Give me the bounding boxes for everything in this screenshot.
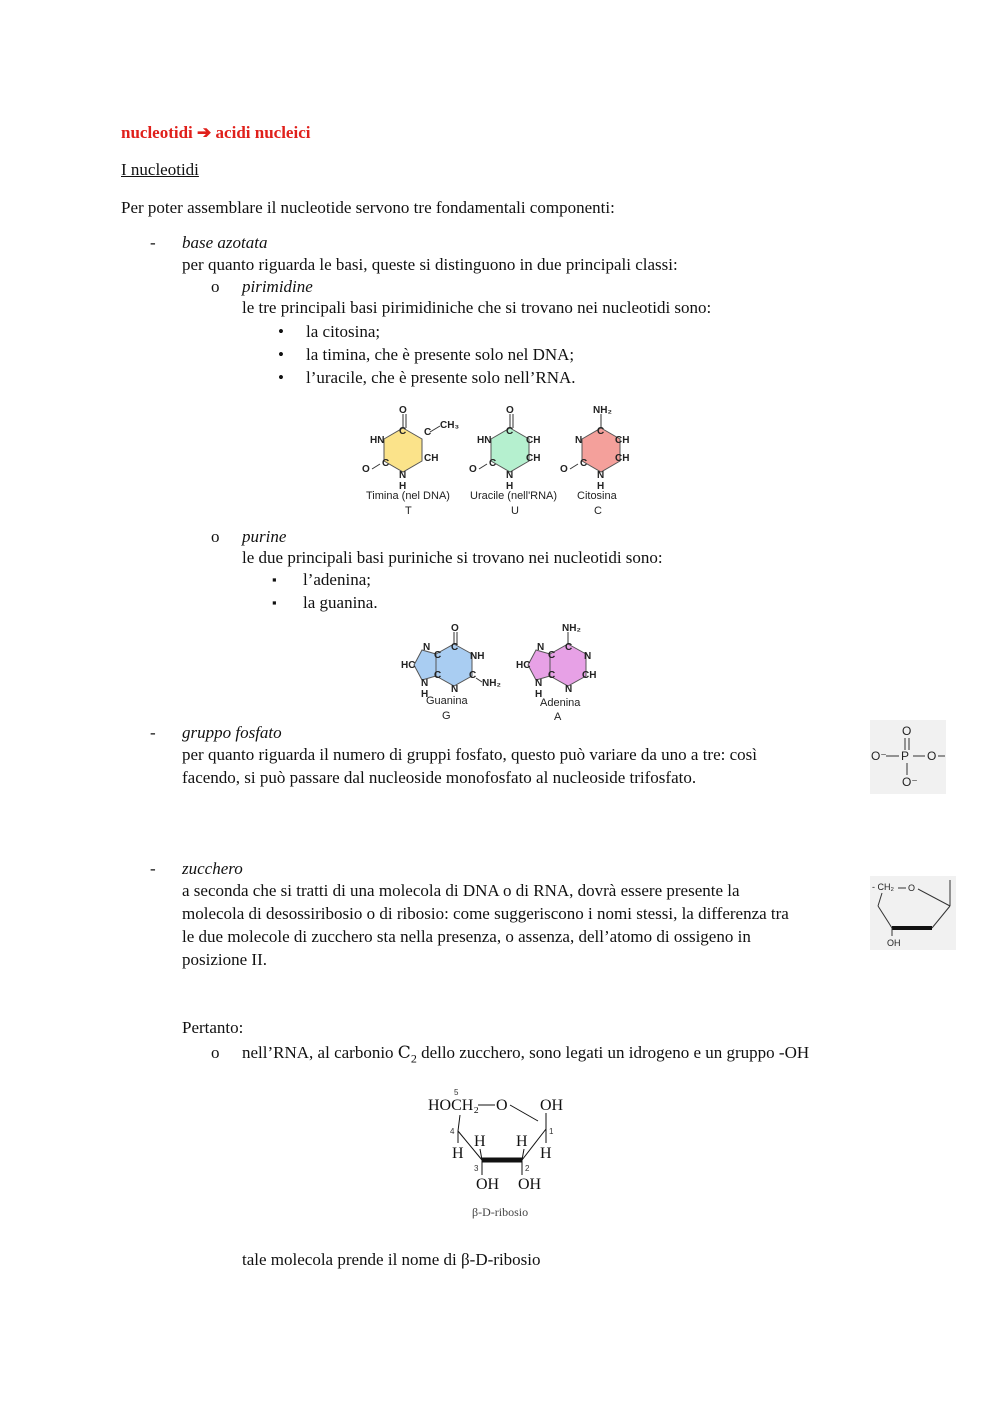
adenine-letter: A: [554, 711, 562, 723]
svg-text:O: O: [362, 464, 370, 475]
svg-text:- CH₂: - CH₂: [872, 882, 894, 892]
svg-text:CH: CH: [526, 435, 541, 446]
svg-text:C: C: [434, 670, 442, 681]
rna-point-text: dello zucchero, sono legati un idrogeno e un gruppo -OH: [416, 1043, 810, 1062]
svg-text:C: C: [489, 458, 497, 469]
pyrimidines-title: pirimidine: [242, 277, 313, 296]
guanine-structure: [401, 623, 501, 722]
svg-text:NH₂: NH₂: [593, 405, 612, 416]
svg-text:H: H: [474, 1133, 486, 1150]
square-bullet: ▪: [272, 595, 277, 610]
cytosine-label: Citosina: [577, 490, 617, 502]
thymine-label: Timina (nel DNA): [366, 490, 450, 502]
svg-text:NH: NH: [470, 651, 485, 662]
ribose-caption: β-D-ribosio: [472, 1205, 529, 1219]
svg-text:N: N: [399, 470, 407, 481]
deoxyribose-figure: [870, 876, 956, 950]
purines-description: le due principali basi puriniche si trovano nei nucleotidi sono:: [242, 548, 663, 567]
list-item: l’uracile, che è presente solo nell’RNA.: [306, 368, 576, 387]
purines-title: purine: [242, 527, 287, 546]
dash-bullet: -: [150, 233, 156, 252]
svg-text:HOCH₂: HOCH₂: [428, 1097, 479, 1114]
list-item: la timina, che è presente solo nel DNA;: [306, 345, 575, 364]
base-description: per quanto riguarda le basi, queste si distinguono in due principali classi:: [182, 255, 678, 274]
guanine-letter: G: [442, 710, 451, 722]
svg-text:N: N: [451, 684, 459, 695]
svg-text:O: O: [496, 1097, 508, 1114]
svg-text:N: N: [421, 678, 429, 689]
svg-text:1: 1: [549, 1127, 554, 1136]
page-title: [121, 121, 310, 144]
svg-text:C: C: [565, 642, 573, 653]
sugar-line: le due molecole di zucchero sta nella presenza, o assenza, dell’atomo di ossigeno in: [182, 927, 751, 946]
svg-text:C: C: [506, 426, 514, 437]
circle-bullet: o: [211, 277, 220, 296]
svg-text:O: O: [399, 405, 407, 416]
svg-text:OH: OH: [887, 938, 901, 948]
svg-text:H: H: [421, 689, 429, 700]
svg-text:OH: OH: [476, 1176, 500, 1193]
svg-text:CH: CH: [615, 453, 630, 464]
arrow-icon: ➔: [197, 123, 212, 142]
adenine-structure: [516, 623, 596, 723]
dash-bullet: -: [150, 723, 156, 742]
svg-text:HC: HC: [516, 660, 531, 671]
square-bullet: ▪: [272, 572, 277, 587]
uracil-letter: U: [511, 505, 519, 517]
svg-text:CH₃: CH₃: [440, 420, 460, 431]
svg-text:4: 4: [450, 1127, 455, 1136]
section-heading: I nucleotidi: [121, 160, 199, 179]
svg-text:NH₂: NH₂: [482, 678, 501, 689]
svg-text:OH: OH: [540, 1097, 564, 1114]
svg-text:O⁻: O⁻: [902, 775, 918, 789]
svg-text:O: O: [506, 405, 514, 416]
ribose-figure: [420, 1085, 590, 1225]
svg-text:P: P: [901, 749, 910, 763]
dot-bullet: •: [278, 368, 284, 387]
conclusion-text: tale molecola prende il nome di β-D-ribosio: [242, 1250, 541, 1269]
circle-bullet: o: [211, 1043, 220, 1062]
guanine-label: Guanina: [426, 695, 468, 707]
svg-text:HN: HN: [477, 435, 492, 446]
sugar-title: zucchero: [182, 859, 243, 878]
svg-text:O: O: [560, 464, 568, 475]
thymine-letter: T: [405, 505, 412, 517]
svg-text:H: H: [506, 481, 514, 492]
svg-text:N: N: [584, 651, 592, 662]
dot-bullet: •: [278, 345, 284, 364]
svg-text:C: C: [434, 650, 442, 661]
phosphate-group-figure: [870, 720, 946, 794]
rna-point: [242, 1041, 809, 1070]
svg-text:OH: OH: [518, 1176, 542, 1193]
svg-text:C: C: [399, 426, 407, 437]
therefore-label: Pertanto:: [182, 1018, 244, 1037]
thymine-structure: [362, 405, 459, 517]
sugar-line: a seconda che si tratti di una molecola di DNA o di RNA, dovrà essere presente la: [182, 881, 740, 900]
list-item: l’adenina;: [303, 570, 371, 589]
dash-bullet: -: [150, 859, 156, 878]
cytosine-letter: C: [594, 505, 602, 517]
uracil-label: Uracile (nell'RNA): [470, 490, 558, 502]
svg-text:N: N: [506, 470, 514, 481]
svg-text:3: 3: [474, 1164, 479, 1173]
list-item: la guanina.: [303, 593, 378, 612]
svg-text:N: N: [535, 678, 543, 689]
phosphate-title: gruppo fosfato: [182, 723, 282, 742]
svg-text:H: H: [597, 481, 605, 492]
svg-text:C: C: [424, 427, 432, 438]
carbon-symbol: C: [397, 1043, 411, 1063]
phosphate-line: facendo, si può passare dal nucleoside monofosfato al nucleoside trifosfato.: [182, 768, 697, 787]
cytosine-structure: [560, 405, 629, 517]
intro-paragraph: Per poter assemblare il nucleotide servono tre fondamentali componenti:: [121, 198, 615, 217]
svg-text:N: N: [597, 470, 605, 481]
svg-text:C: C: [382, 458, 390, 469]
adenine-label: Adenina: [540, 697, 581, 709]
svg-text:O: O: [902, 724, 912, 738]
pyrimidines-figure: [358, 398, 638, 518]
svg-text:CH: CH: [526, 453, 541, 464]
svg-text:CH: CH: [582, 670, 597, 681]
svg-text:H: H: [540, 1145, 552, 1162]
svg-text:H: H: [535, 689, 543, 700]
svg-text:C: C: [451, 642, 459, 653]
svg-text:HC: HC: [401, 660, 416, 671]
title-right: acidi nucleici: [215, 123, 311, 142]
base-title: base azotata: [182, 233, 268, 252]
svg-text:C: C: [580, 458, 588, 469]
svg-text:5: 5: [454, 1088, 459, 1097]
svg-text:O: O: [908, 883, 916, 893]
svg-text:C: C: [548, 650, 556, 661]
svg-text:N: N: [565, 684, 573, 695]
svg-text:N: N: [537, 642, 545, 653]
list-item: la citosina;: [306, 322, 381, 341]
circle-bullet: o: [211, 527, 220, 546]
svg-text:O: O: [927, 749, 937, 763]
svg-text:H: H: [399, 481, 407, 492]
title-left: nucleotidi: [121, 123, 193, 142]
phosphate-line: per quanto riguarda il numero di gruppi fosfato, questo può variare da uno a tre: così: [182, 745, 757, 764]
sugar-line: posizione II.: [182, 950, 267, 969]
svg-text:CH: CH: [615, 435, 630, 446]
uracil-structure: [469, 405, 557, 517]
dot-bullet: •: [278, 322, 284, 341]
svg-text:HN: HN: [370, 435, 385, 446]
svg-text:C: C: [469, 670, 477, 681]
pyrimidines-description: le tre principali basi pirimidiniche che si trovano nei nucleotidi sono:: [242, 298, 712, 317]
svg-text:C: C: [548, 670, 556, 681]
svg-text:C: C: [597, 426, 605, 437]
svg-text:N: N: [575, 435, 583, 446]
svg-text:H: H: [452, 1145, 464, 1162]
rna-point-text: nell’RNA, al carbonio: [242, 1043, 398, 1062]
svg-text:2: 2: [525, 1164, 530, 1173]
svg-text:NH₂: NH₂: [562, 623, 581, 634]
svg-text:N: N: [423, 642, 431, 653]
carbon-subscript: 2: [410, 1051, 417, 1066]
sugar-line: molecola di desossiribosio o di ribosio: come suggeriscono i nomi stessi, la differenza tra: [182, 904, 789, 923]
svg-text:CH: CH: [424, 453, 439, 464]
svg-text:O⁻: O⁻: [871, 749, 887, 763]
svg-text:O: O: [469, 464, 477, 475]
svg-text:H: H: [516, 1133, 528, 1150]
purines-figure: [396, 620, 616, 725]
svg-text:O: O: [451, 623, 459, 634]
